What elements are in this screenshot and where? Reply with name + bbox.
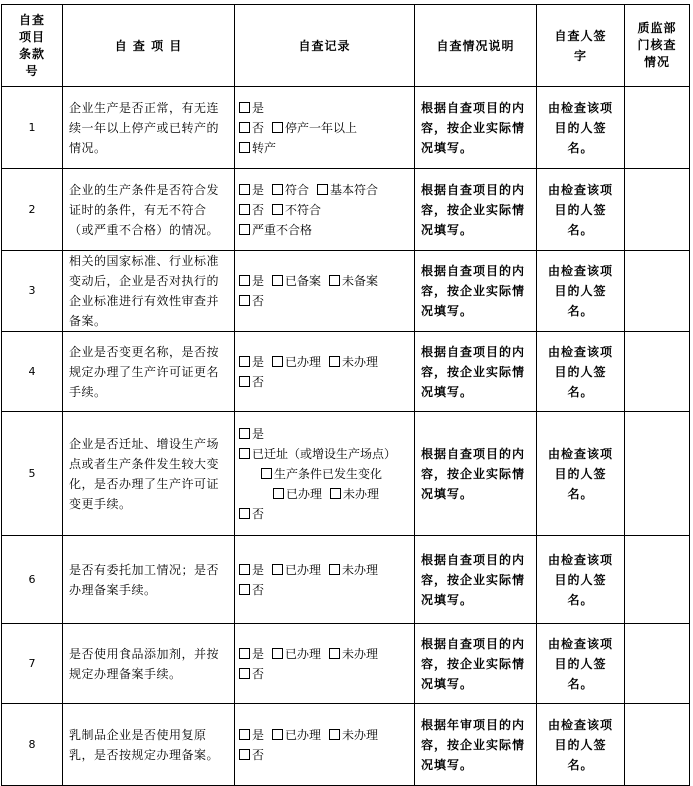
inspection-description: 根据自查项目的内容，按企业实际情况填写。	[415, 536, 537, 624]
checkbox-option[interactable]	[317, 183, 378, 197]
inspection-description: 根据年审项目的内容，按企业实际情况填写。	[415, 704, 537, 786]
checkbox-icon[interactable]	[329, 275, 340, 286]
checkbox-label: 否	[252, 120, 265, 135]
table-row	[2, 536, 690, 624]
checkbox-label: 已办理	[286, 486, 323, 501]
review-cell[interactable]	[625, 251, 690, 332]
checkbox-option[interactable]	[239, 507, 264, 521]
checkbox-label: 停产一年以上	[285, 120, 358, 135]
checkbox-icon[interactable]	[239, 275, 250, 286]
checkbox-option[interactable]	[239, 375, 264, 389]
inspection-item-text: 相关的国家标准、行业标准变动后，企业是否对执行的企业标准进行有效性审查并备案。	[63, 251, 235, 332]
checkbox-icon[interactable]	[239, 749, 250, 760]
item-number: 6	[2, 536, 63, 624]
checkbox-icon[interactable]	[317, 184, 328, 195]
inspection-record	[235, 624, 415, 704]
checkbox-icon[interactable]	[239, 184, 250, 195]
checkbox-option[interactable]	[239, 427, 264, 441]
checkbox-label: 是	[252, 182, 265, 197]
checkbox-label: 已迁址（或增设生产场点）	[252, 446, 397, 461]
checkbox-icon[interactable]	[329, 729, 340, 740]
checkbox-icon[interactable]	[239, 295, 250, 306]
item-number: 2	[2, 169, 63, 251]
checkbox-icon[interactable]	[272, 564, 283, 575]
header-item-no: 自查项目条款号	[2, 5, 63, 87]
checkbox-label: 未办理	[342, 727, 379, 742]
checkbox-label: 否	[252, 582, 265, 597]
review-cell[interactable]	[625, 412, 690, 536]
checkbox-option[interactable]	[239, 583, 264, 597]
checkbox-icon[interactable]	[239, 122, 250, 133]
header-review: 质监部门核查情况	[625, 5, 690, 87]
checkbox-option[interactable]	[272, 121, 357, 135]
checkbox-icon[interactable]	[239, 564, 250, 575]
header-record: 自查记录	[235, 5, 415, 87]
record-line	[239, 352, 410, 372]
checkbox-label: 严重不合格	[252, 222, 313, 237]
checkbox-label: 是	[252, 100, 265, 115]
self-inspection-table	[1, 4, 690, 786]
inspection-item-text: 乳制品企业是否使用复原乳，是否按规定办理备案。	[63, 704, 235, 786]
item-number: 1	[2, 87, 63, 169]
review-cell[interactable]	[625, 332, 690, 412]
checkbox-option[interactable]	[329, 274, 378, 288]
header-desc: 自查情况说明	[415, 5, 537, 87]
checkbox-icon[interactable]	[239, 428, 250, 439]
checkbox-icon[interactable]	[239, 224, 250, 235]
checkbox-label: 未备案	[342, 274, 379, 288]
checkbox-option[interactable]	[239, 647, 264, 661]
checkbox-icon[interactable]	[272, 356, 283, 367]
checkbox-label: 否	[252, 294, 265, 308]
checkbox-icon[interactable]	[272, 204, 283, 215]
inspection-record	[235, 332, 415, 412]
inspection-item-text: 企业是否变更名称，是否按规定办理了生产许可证更名手续。	[63, 332, 235, 412]
checkbox-option[interactable]	[273, 487, 322, 501]
checkbox-option[interactable]	[272, 183, 309, 197]
review-cell[interactable]	[625, 704, 690, 786]
checkbox-label: 基本符合	[330, 182, 379, 197]
checkbox-option[interactable]	[329, 728, 378, 742]
checkbox-option[interactable]	[330, 487, 379, 501]
inspection-description: 根据自查项目的内容，按企业实际情况填写。	[415, 412, 537, 536]
checkbox-option[interactable]	[239, 101, 264, 115]
inspection-record	[235, 251, 415, 332]
checkbox-label: 是	[252, 646, 265, 661]
checkbox-label: 是	[252, 426, 265, 441]
signature-note: 由检查该项目的人签名。	[537, 332, 625, 412]
checkbox-option[interactable]	[239, 728, 264, 742]
checkbox-option[interactable]	[239, 121, 264, 135]
review-cell[interactable]	[625, 536, 690, 624]
checkbox-icon[interactable]	[329, 356, 340, 367]
checkbox-label: 已办理	[285, 646, 322, 661]
record-line	[239, 424, 410, 464]
checkbox-option[interactable]	[329, 563, 378, 577]
signature-note: 由检查该项目的人签名。	[537, 624, 625, 704]
table-row	[2, 624, 690, 704]
inspection-description: 根据自查项目的内容，按企业实际情况填写。	[415, 624, 537, 704]
inspection-record	[235, 704, 415, 786]
table-body	[2, 87, 690, 786]
record-line	[239, 725, 410, 745]
checkbox-option[interactable]	[272, 203, 321, 217]
checkbox-icon[interactable]	[239, 448, 250, 459]
checkbox-icon[interactable]	[272, 122, 283, 133]
checkbox-label: 未办理	[342, 354, 379, 369]
checkbox-label: 否	[252, 506, 265, 521]
checkbox-label: 否	[252, 374, 265, 389]
record-line	[239, 372, 410, 392]
checkbox-icon[interactable]	[239, 102, 250, 113]
signature-note: 由检查该项目的人签名。	[537, 169, 625, 251]
signature-note: 由检查该项目的人签名。	[537, 412, 625, 536]
checkbox-label: 否	[252, 747, 265, 762]
checkbox-label: 是	[252, 354, 265, 369]
record-line	[239, 118, 410, 158]
header-row	[2, 5, 690, 87]
checkbox-option[interactable]	[239, 355, 264, 369]
table-row	[2, 704, 690, 786]
signature-note: 由检查该项目的人签名。	[537, 536, 625, 624]
table-row	[2, 332, 690, 412]
review-cell[interactable]	[625, 624, 690, 704]
checkbox-icon[interactable]	[329, 564, 340, 575]
checkbox-label: 已办理	[285, 562, 322, 577]
item-number: 4	[2, 332, 63, 412]
inspection-item-text: 企业生产是否正常，有无连续一年以上停产或已转产的情况。	[63, 87, 235, 169]
checkbox-icon[interactable]	[272, 729, 283, 740]
record-line	[239, 745, 410, 765]
checkbox-label: 是	[252, 727, 265, 742]
checkbox-label: 未办理	[342, 646, 379, 661]
signature-note: 由检查该项目的人签名。	[537, 704, 625, 786]
checkbox-icon[interactable]	[261, 468, 272, 479]
checkbox-option[interactable]	[239, 183, 264, 197]
inspection-item-text: 是否使用食品添加剂，并按规定办理备案手续。	[63, 624, 235, 704]
inspection-record	[235, 536, 415, 624]
checkbox-option[interactable]	[272, 274, 321, 288]
inspection-record	[235, 87, 415, 169]
record-line	[239, 504, 410, 524]
record-line	[239, 98, 410, 118]
checkbox-option[interactable]	[329, 647, 378, 661]
checkbox-icon[interactable]	[239, 648, 250, 659]
checkbox-option[interactable]	[239, 563, 264, 577]
checkbox-option[interactable]	[239, 447, 396, 461]
checkbox-option[interactable]	[272, 355, 321, 369]
checkbox-icon[interactable]	[239, 142, 250, 153]
record-line	[239, 271, 410, 291]
record-line	[239, 580, 410, 600]
table-row	[2, 412, 690, 536]
checkbox-option[interactable]	[272, 728, 321, 742]
checkbox-option[interactable]	[239, 748, 264, 762]
checkbox-option[interactable]	[261, 467, 382, 481]
item-number: 5	[2, 412, 63, 536]
checkbox-option[interactable]	[239, 667, 264, 681]
item-number: 7	[2, 624, 63, 704]
checkbox-icon[interactable]	[239, 376, 250, 387]
checkbox-icon[interactable]	[239, 668, 250, 679]
signature-note: 由检查该项目的人签名。	[537, 87, 625, 169]
checkbox-label: 未办理	[343, 486, 380, 501]
checkbox-label: 符合	[285, 182, 310, 197]
checkbox-option[interactable]	[239, 141, 276, 155]
checkbox-label: 是	[252, 562, 265, 577]
checkbox-icon[interactable]	[329, 648, 340, 659]
inspection-description: 根据自查项目的内容，按企业实际情况填写。	[415, 251, 537, 332]
checkbox-label: 转产	[252, 140, 277, 155]
checkbox-option[interactable]	[239, 203, 264, 217]
record-line	[239, 180, 410, 200]
checkbox-icon[interactable]	[239, 729, 250, 740]
checkbox-label: 未办理	[342, 562, 379, 577]
record-line	[239, 484, 410, 504]
review-cell[interactable]	[625, 169, 690, 251]
checkbox-label: 已办理	[285, 354, 322, 369]
checkbox-label: 生产条件已发生变化	[274, 466, 383, 481]
record-line	[239, 664, 410, 684]
checkbox-icon[interactable]	[330, 488, 341, 499]
checkbox-label: 否	[252, 666, 265, 681]
header-item: 自 查 项 目	[63, 5, 235, 87]
checkbox-option[interactable]	[239, 274, 264, 288]
record-line	[239, 560, 410, 580]
checkbox-option[interactable]	[272, 647, 321, 661]
signature-note: 由检查该项目的人签名。	[537, 251, 625, 332]
record-line	[239, 464, 410, 484]
checkbox-icon[interactable]	[272, 275, 283, 286]
item-number: 8	[2, 704, 63, 786]
table-row	[2, 87, 690, 169]
header-sign: 自查人签字	[537, 5, 625, 87]
checkbox-icon[interactable]	[272, 648, 283, 659]
checkbox-label: 已办理	[285, 727, 322, 742]
checkbox-icon[interactable]	[239, 508, 250, 519]
checkbox-icon[interactable]	[239, 356, 250, 367]
checkbox-option[interactable]	[239, 223, 312, 237]
checkbox-label: 是	[252, 274, 265, 288]
record-line	[239, 200, 410, 240]
inspection-item-text: 企业是否迁址、增设生产场点或者生产条件发生较大变化，是否办理了生产许可证变更手续。	[63, 412, 235, 536]
checkbox-option[interactable]	[329, 355, 378, 369]
inspection-record	[235, 412, 415, 536]
checkbox-icon[interactable]	[239, 584, 250, 595]
record-line	[239, 291, 410, 311]
inspection-description: 根据自查项目的内容，按企业实际情况填写。	[415, 169, 537, 251]
item-number: 3	[2, 251, 63, 332]
checkbox-label: 否	[252, 202, 265, 217]
checkbox-option[interactable]	[239, 294, 264, 308]
inspection-record	[235, 169, 415, 251]
table-row	[2, 251, 690, 332]
review-cell[interactable]	[625, 87, 690, 169]
checkbox-icon[interactable]	[239, 204, 250, 215]
checkbox-label: 已备案	[285, 274, 322, 288]
record-line	[239, 644, 410, 664]
checkbox-label: 不符合	[285, 202, 322, 217]
table-row	[2, 169, 690, 251]
inspection-description: 根据自查项目的内容，按企业实际情况填写。	[415, 87, 537, 169]
inspection-description: 根据自查项目的内容，按企业实际情况填写。	[415, 332, 537, 412]
inspection-item-text: 企业的生产条件是否符合发证时的条件，有无不符合（或严重不合格）的情况。	[63, 169, 235, 251]
checkbox-option[interactable]	[272, 563, 321, 577]
inspection-item-text: 是否有委托加工情况；是否办理备案手续。	[63, 536, 235, 624]
checkbox-icon[interactable]	[273, 488, 284, 499]
checkbox-icon[interactable]	[272, 184, 283, 195]
